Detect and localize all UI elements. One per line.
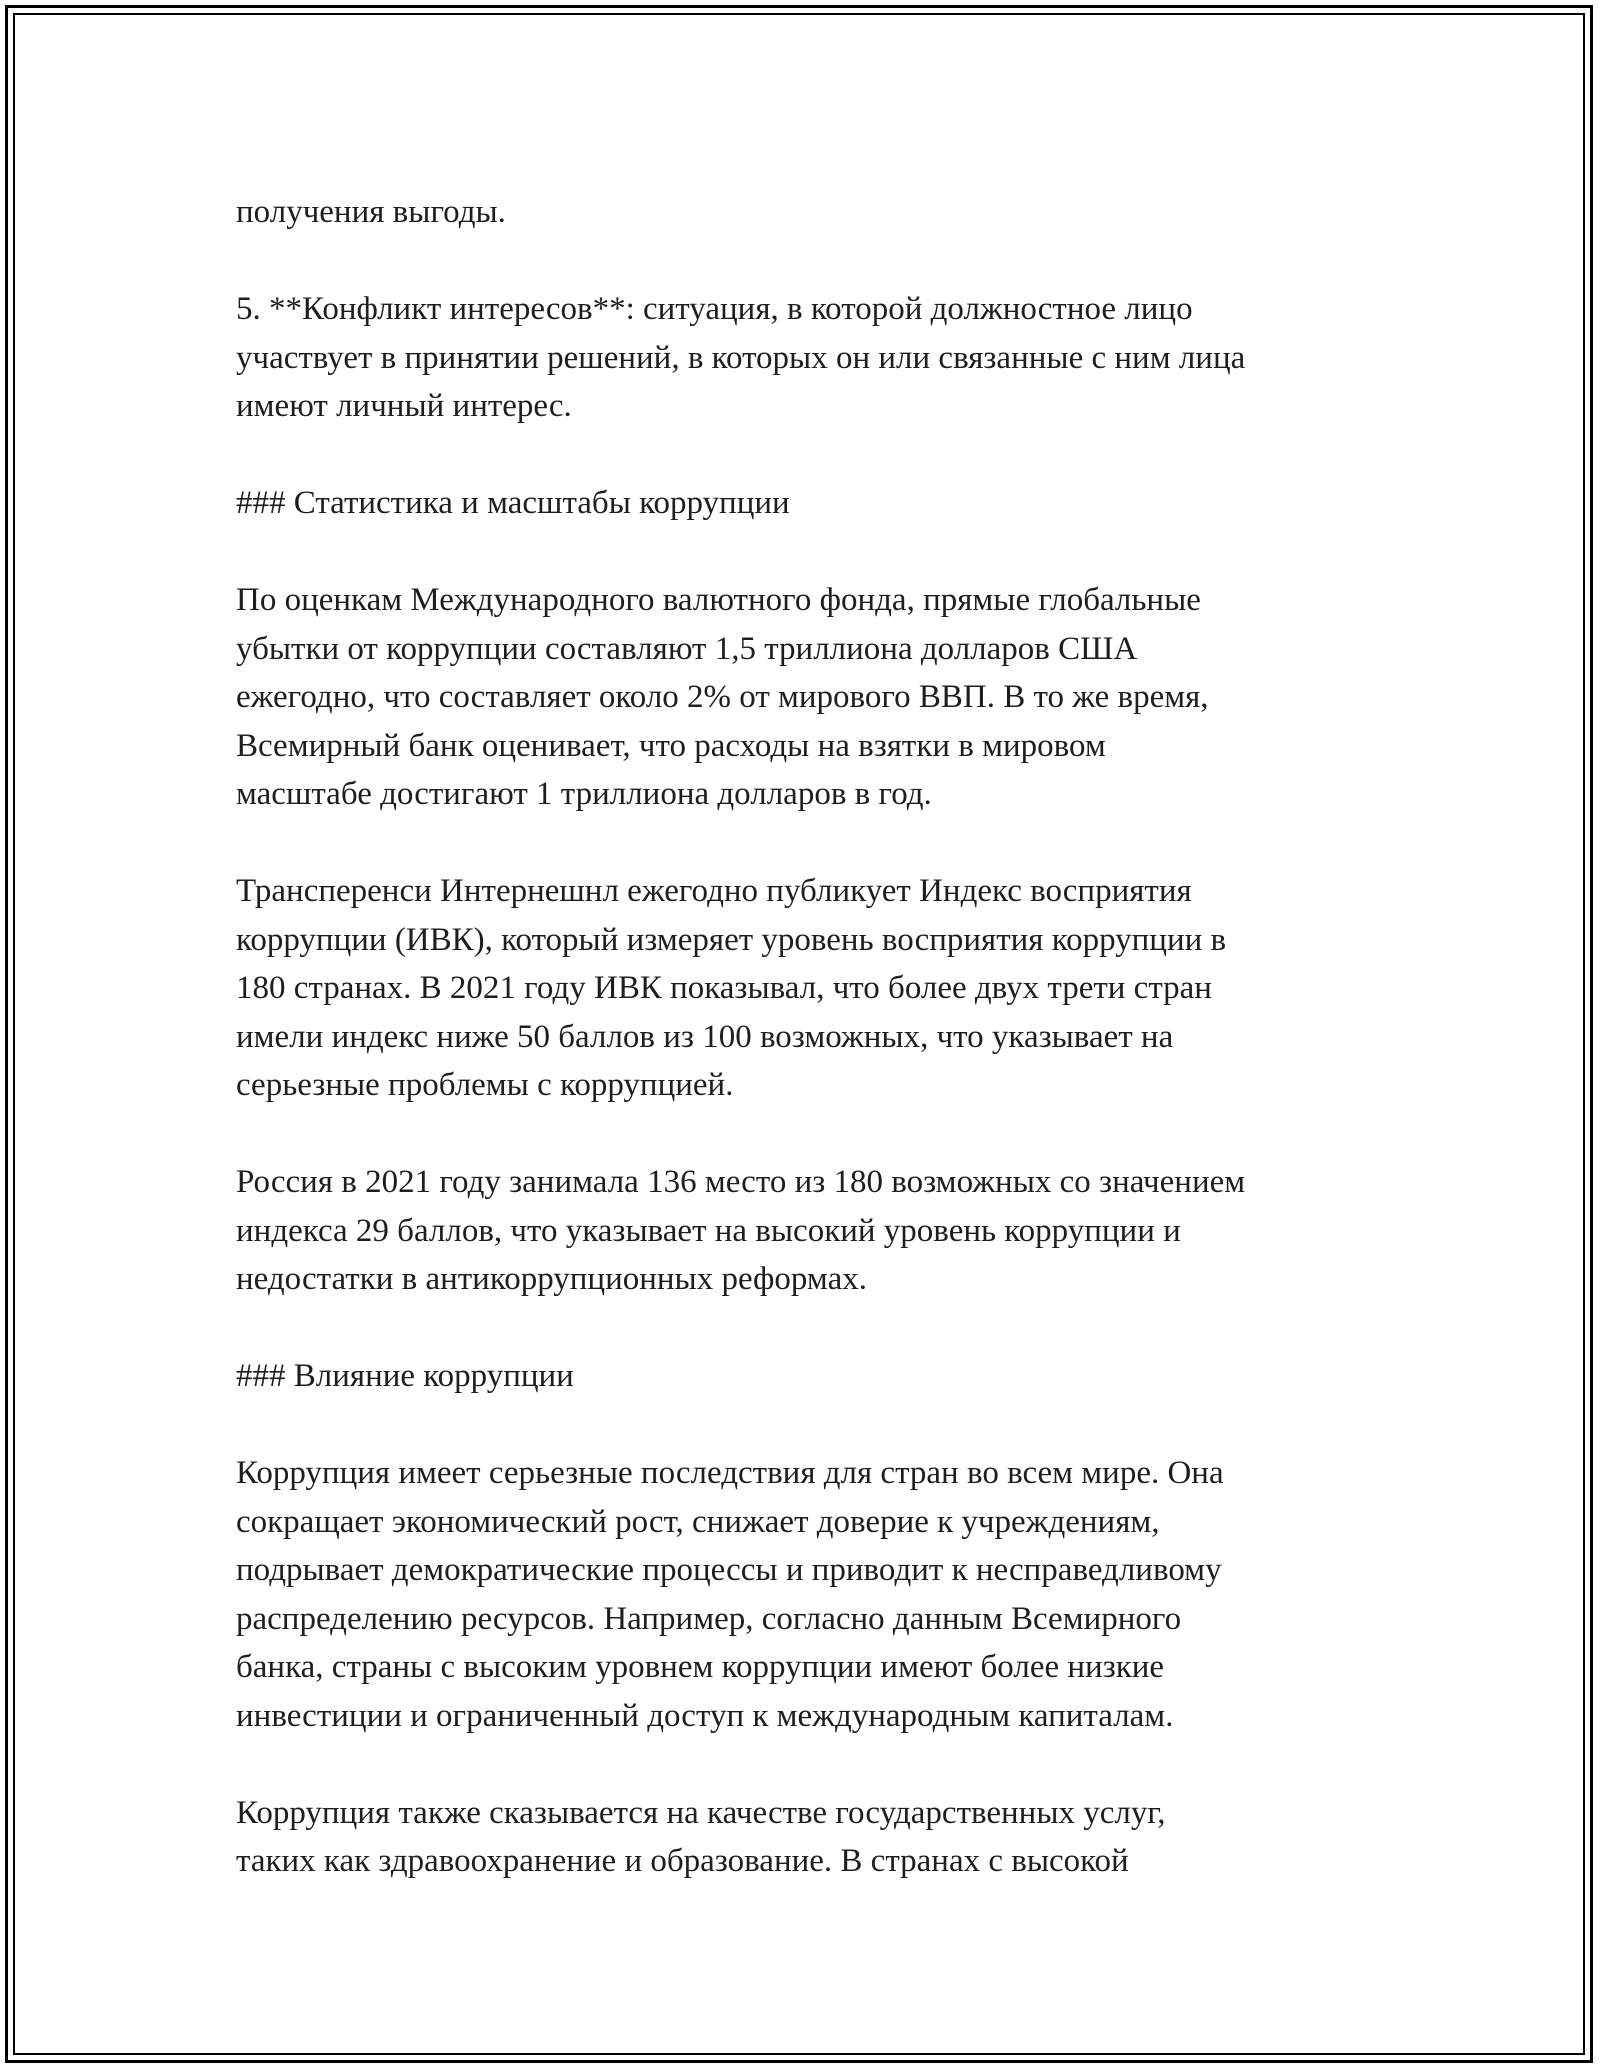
section-heading-statistics: ### Статистика и масштабы коррупции	[236, 485, 790, 521]
paragraph-imf-estimates: По оценкам Международного валютного фонда, прямые глобальные убытки от коррупции составляют 1,5 триллиона долларов США ежегодно, что составляет около 2% от мирового ВВП. В то же время, Всемирный банк оценивает, что расходы на взятки в мировом масштабе достигают 1 триллиона долларов в год.	[236, 582, 1209, 812]
section-heading-impact: ### Влияние коррупции	[236, 1358, 574, 1394]
paragraph-continuation: получения выгоды.	[236, 194, 506, 230]
paragraph-russia-ranking: Россия в 2021 году занимала 136 место из 180 возможных со значением индекса 29 баллов, что указывает на высокий уровень коррупции и недостатки в антикоррупционных реформах.	[236, 1164, 1246, 1297]
list-item-conflict-of-interest: 5. **Конфликт интересов**: ситуация, в которой должностное лицо участвует в принятии решений, в которых он или связанные с ним лица имеют личный интерес.	[236, 291, 1246, 424]
paragraph-cpi-index: Трансперенси Интернешнл ежегодно публикует Индекс восприятия коррупции (ИВК), который измеряет уровень восприятия коррупции в 180 странах. В 2021 году ИВК показывал, что более двух трети стран имели индекс ниже 50 баллов из 100 возможных, что указывает на серьезные проблемы с коррупцией.	[236, 873, 1227, 1103]
paragraph-public-services: Коррупция также сказывается на качестве государственных услуг, таких как здравоохранение и образование. В странах с высокой	[236, 1794, 1166, 1879]
document-body	[236, 188, 1396, 1886]
paragraph-consequences: Коррупция имеет серьезные последствия для стран во всем мире. Она сокращает экономический рост, снижает доверие к учреждениям, подрывает демократические процессы и приводит к несправедливому распределению ресурсов. Например, согласно данным Всемирного банка, страны с высоким уровнем коррупции имеют более низкие инвестиции и ограниченный доступ к международным капиталам.	[236, 1455, 1224, 1734]
